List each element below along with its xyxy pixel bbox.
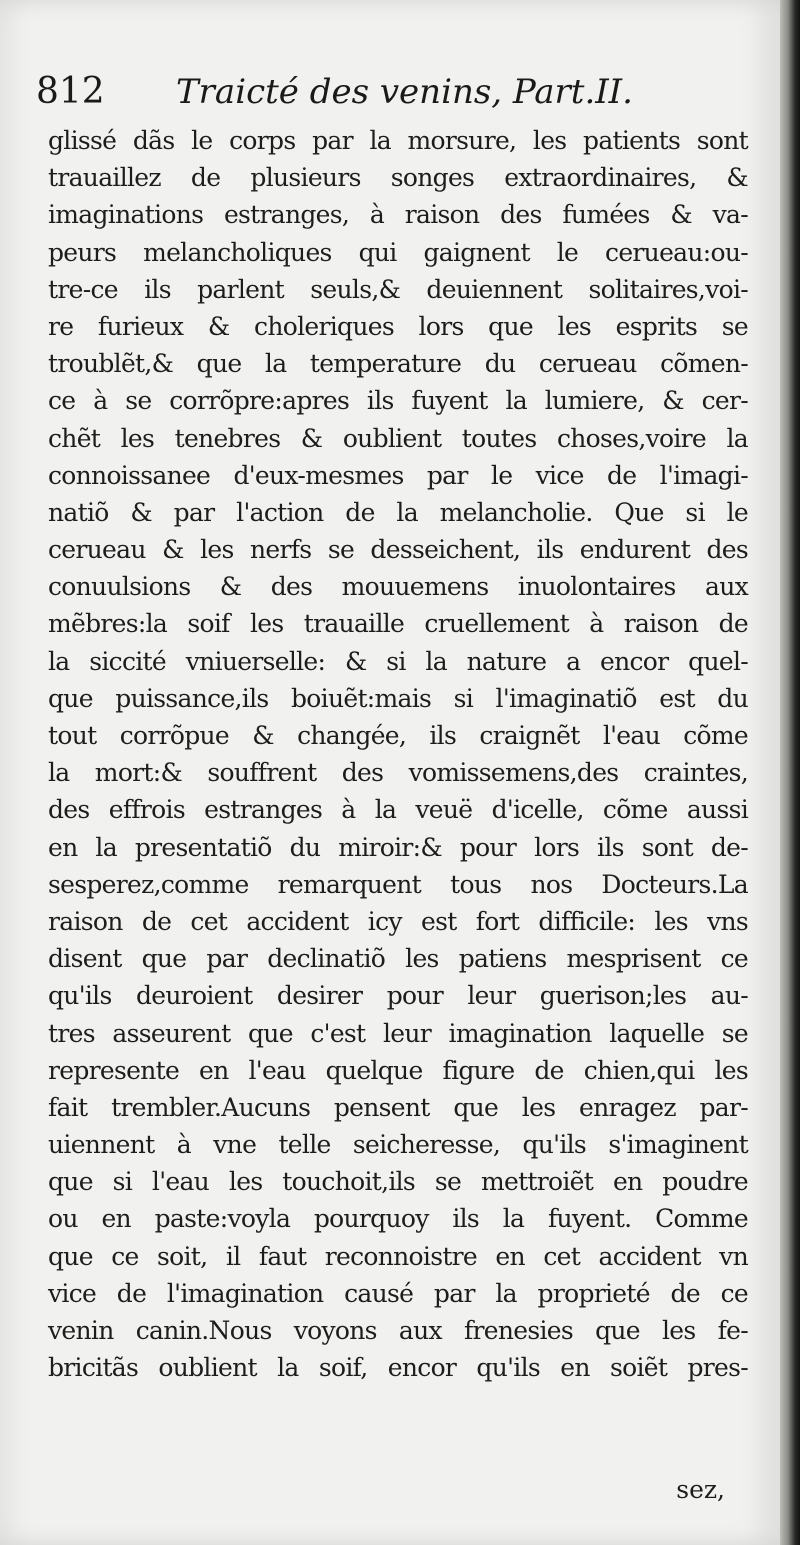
page-number: 812 <box>36 71 105 112</box>
text-line: tre-ce ils parlent seuls,& deuiennent solitaires,voi- <box>48 274 748 304</box>
page-header <box>36 70 736 120</box>
text-line: troublẽt,& que la temperature du cerueau cõmen- <box>48 349 748 379</box>
text-line: bricitãs oublient la soif, encor qu'ils en soiẽt pres- <box>48 1353 748 1383</box>
text-line: la mort:& souffrent des vomissemens,des craintes, <box>48 758 748 788</box>
text-line: la siccité vniuerselle: & si la nature a encor quel- <box>48 646 748 676</box>
text-line: re furieux & choleriques lors que les esprits se <box>48 311 748 341</box>
text-line: tres asseurent que c'est leur imagination laquelle se <box>48 1018 748 1048</box>
text-line: ou en paste:voyla pourquoy ils la fuyent. Comme <box>48 1204 748 1234</box>
text-line: venin canin.Nous voyons aux frenesies que les fe- <box>48 1316 748 1345</box>
text-line: en la presentatiõ du miroir:& pour lors ils sont de- <box>48 832 748 862</box>
text-line: des effrois estranges à la veuë d'icelle, cõme aussi <box>48 795 748 825</box>
text-line: fait trembler.Aucuns pensent que les enragez par- <box>48 1092 748 1122</box>
text-line: trauaillez de plusieurs songes extraordinaires, & <box>48 163 748 193</box>
text-line: imaginations estranges, à raison des fumées & va- <box>48 200 748 230</box>
text-line: mẽbres:la soif les trauaille cruellement à raison de <box>48 609 748 639</box>
catchword: sez, <box>676 1475 725 1504</box>
text-line: peurs melancholiques qui gaignent le cerueau:ou- <box>48 237 748 267</box>
text-line: que si l'eau les touchoit,ils se mettroiẽt en poudre <box>48 1167 748 1197</box>
text-line: disent que par declinatiõ les patiens mesprisent ce <box>48 944 748 974</box>
text-line: qu'ils deuroient desirer pour leur guerison;les au- <box>48 981 748 1011</box>
book-gutter <box>780 0 800 1545</box>
running-title: Traicté des venins, Part.II. <box>176 72 633 112</box>
text-line: connoissanee d'eux-mesmes par le vice de l'imagi- <box>48 460 748 490</box>
text-line: raison de cet accident icy est fort difficile: les vns <box>48 906 748 936</box>
text-line: que ce soit, il faut reconnoistre en cet accident vn <box>48 1241 748 1271</box>
text-line: sesperez,comme remarquent tous nos Docteurs.La <box>48 869 748 899</box>
text-line: chẽt les tenebres & oublient toutes choses,voire la <box>48 423 748 453</box>
text-line: represente en l'eau quelque figure de chien,qui les <box>48 1055 748 1085</box>
text-line: glissé dãs le corps par la morsure, les patients sont <box>48 126 748 155</box>
text-line: ce à se corrõpre:apres ils fuyent la lumiere, & cer- <box>48 386 748 416</box>
text-line: uiennent à vne telle seicheresse, qu'ils s'imaginent <box>48 1130 748 1160</box>
text-line: que puissance,ils boiuẽt:mais si l'imaginatiõ est du <box>48 683 748 713</box>
text-line: natiõ & par l'action de la melancholie. Que si le <box>48 497 748 527</box>
text-line: tout corrõpue & changée, ils craignẽt l'eau cõme <box>48 721 748 750</box>
body-text <box>48 122 748 1386</box>
text-line: vice de l'imagination causé par la proprieté de ce <box>48 1278 748 1308</box>
text-line: cerueau & les nerfs se desseichent, ils endurent des <box>48 535 748 565</box>
text-line: conuulsions & des mouuemens inuolontaires aux <box>48 572 748 602</box>
